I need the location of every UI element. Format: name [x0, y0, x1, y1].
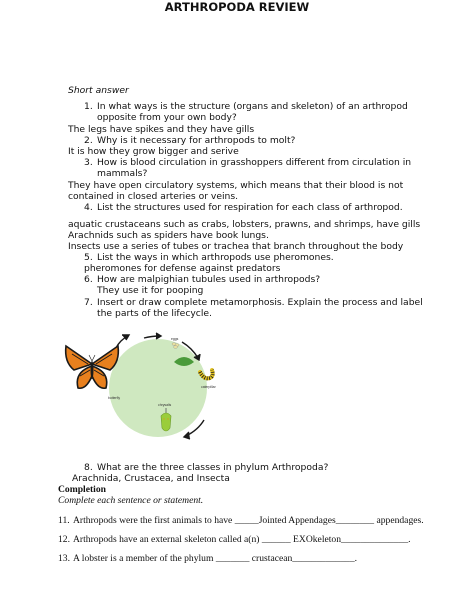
answer-1: The legs have spikes and they have gills	[68, 124, 255, 135]
chrysalis-label: chrysalis	[158, 403, 172, 407]
question-3-line-2: mammals?	[97, 168, 148, 179]
question-8: 8. What are the three classes in phylum Arthropoda?	[84, 462, 329, 473]
answer-4-line-2: Arachnids such as spiders have book lungs.	[68, 230, 269, 241]
caterpillar-label: caterpillar	[201, 385, 216, 389]
butterfly-label: butterfly	[108, 396, 121, 400]
lifecycle-circle	[109, 339, 207, 437]
answer-8: Arachnida, Crustacea, and Insecta	[72, 473, 230, 484]
question-3: 3. How is blood circulation in grasshoppers different from circulation in	[84, 157, 412, 168]
question-7-line-2: the parts of the lifecycle.	[97, 308, 212, 319]
question-7: 7. Insert or draw complete metamorphosis. Explain the process and label	[84, 297, 423, 308]
answer-4-line-3: Insects use a series of tubes or trachea that branch throughout the body	[68, 241, 404, 252]
answer-6: They use it for pooping	[97, 285, 204, 296]
answer-3-line-2: contained in closed arteries or veins.	[68, 191, 239, 202]
completion-heading: Completion	[58, 484, 106, 495]
question-1: 1. In what ways is the structure (organs and skeleton) of an arthropod	[84, 101, 408, 112]
butterfly-lifecycle-diagram	[62, 324, 232, 446]
question-2: 2. Why is it necessary for arthropods to molt?	[84, 135, 296, 146]
question-4: 4. List the structures used for respiration for each class of arthropod.	[84, 202, 403, 213]
question-6: 6. How are malpighian tubules used in arthropods?	[84, 274, 321, 285]
answer-4-line-1: aquatic crustaceans such as crabs, lobsters, prawns, and shrimps, have gills	[68, 219, 421, 230]
question-5: 5. List the ways in which arthropods use pheromones.	[84, 252, 334, 263]
completion-item-12: 12. Arthropods have an external skeleton called a(n) ______ EXOkeleton______________.	[58, 534, 411, 545]
completion-item-11: 11. Arthropods were the first animals to have _____Jointed Appendages________ appendages.	[58, 515, 424, 526]
answer-5: pheromones for defense against predators	[84, 263, 281, 274]
answer-2: It is how they grow bigger and serive	[68, 146, 239, 157]
completion-item-13: 13. A lobster is a member of the phylum _______ crustacean_____________.	[58, 553, 358, 564]
completion-instructions: Complete each sentence or statement.	[58, 495, 204, 506]
question-1-line-2: opposite from your own body?	[97, 112, 237, 123]
page-title: ARTHROPODA REVIEW	[164, 0, 310, 14]
eggs-label: eggs	[171, 337, 179, 341]
short-answer-heading: Short answer	[68, 85, 129, 96]
answer-3-line-1: They have open circulatory systems, which means that their blood is not	[68, 180, 404, 191]
